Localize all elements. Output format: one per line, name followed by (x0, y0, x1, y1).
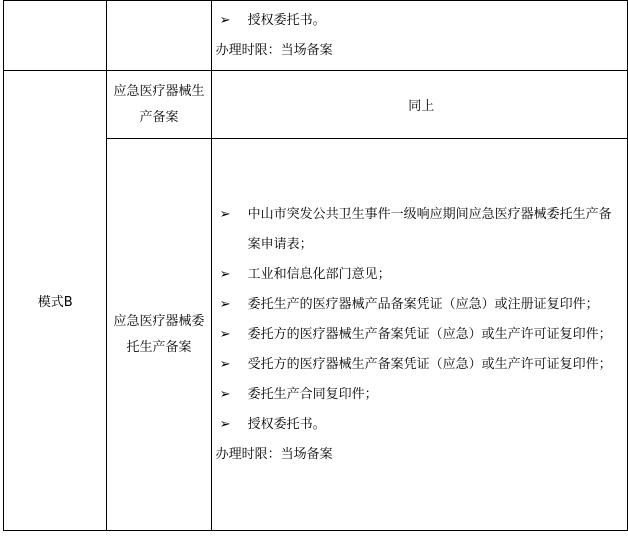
list-item-text: 委托生产合同复印件； (247, 386, 378, 402)
list-item (216, 6, 627, 36)
arrow-bullet-icon: ➢ (219, 416, 231, 432)
list-item (216, 320, 627, 350)
list-item (216, 200, 627, 260)
filing-type: 应急医疗器械生产备案 (107, 71, 211, 139)
list-item-text: 委托生产的医疗器械产品备案凭证（应急）或注册证复印件； (247, 296, 599, 312)
list-item (216, 380, 627, 410)
materials-cell (211, 1, 627, 71)
mode-label: 模式B (4, 71, 107, 531)
filing-type: 应急医疗器械委托生产备案 (107, 139, 211, 531)
list-item (216, 260, 627, 290)
empty-cell (4, 1, 107, 71)
list-item-text: 授权委托书。 (247, 12, 326, 28)
list-item (216, 350, 627, 380)
arrow-bullet-icon: ➢ (219, 386, 231, 402)
list-item (216, 410, 627, 440)
list-item-text: 委托方的医疗器械生产备案凭证（应急）或生产许可证复印件； (247, 326, 612, 342)
list-item-text: 中山市突发公共卫生事件一级响应期间应急医疗器械委托生产备案申请表； (247, 206, 612, 252)
requirements-table (3, 0, 628, 531)
empty-cell (107, 1, 211, 71)
table-row (4, 1, 628, 71)
arrow-bullet-icon: ➢ (219, 296, 231, 312)
list-item-text: 工业和信息化部门意见； (247, 266, 391, 282)
time-limit-note: 办理时限：当场备案 (215, 446, 333, 462)
table-row (4, 71, 628, 139)
list-item (216, 290, 627, 320)
arrow-bullet-icon: ➢ (219, 326, 231, 342)
time-limit-note: 办理时限：当场备案 (215, 42, 333, 58)
list-item-text: 授权委托书。 (247, 416, 326, 432)
same-as-above: 同上 (211, 71, 627, 139)
arrow-bullet-icon: ➢ (219, 356, 231, 372)
arrow-bullet-icon: ➢ (219, 206, 231, 222)
arrow-bullet-icon: ➢ (219, 266, 231, 282)
list-item-text: 受托方的医疗器械生产备案凭证（应急）或生产许可证复印件； (247, 356, 612, 372)
arrow-bullet-icon: ➢ (219, 12, 231, 28)
materials-cell (211, 139, 627, 531)
